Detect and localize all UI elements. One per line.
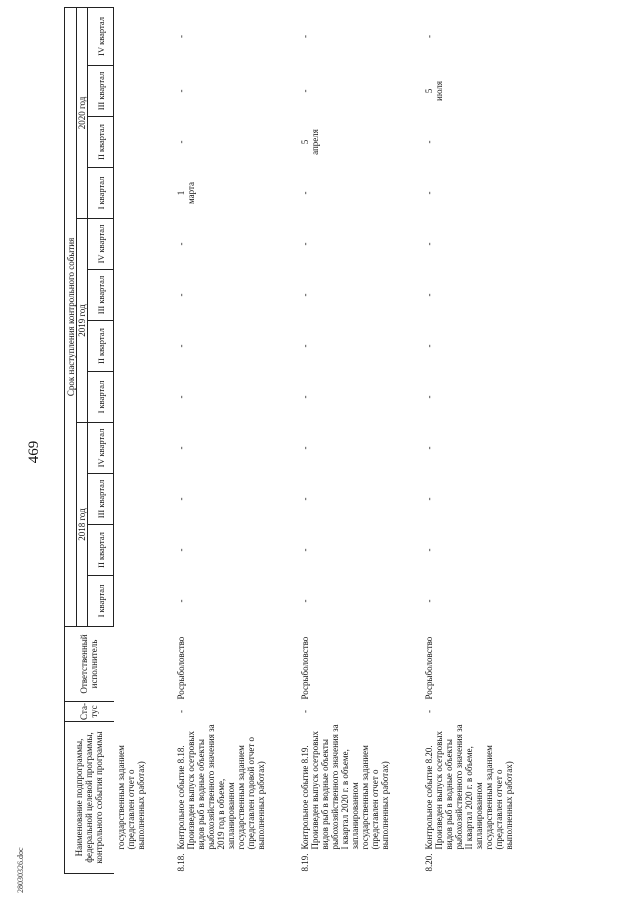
status-cell: - [299, 710, 310, 713]
deadline-cell: - [299, 344, 310, 348]
deadline-cell [114, 576, 174, 627]
header-quarter: II квартал [88, 525, 114, 576]
control-events-table [64, 7, 546, 874]
event-name-cell [114, 722, 174, 874]
header-year-2020: 2020 год [77, 7, 88, 218]
status-cell: - [175, 710, 186, 713]
deadline-cell: - [423, 191, 434, 195]
deadline-cell: - [423, 34, 434, 38]
responsible-cell: Росрыболовство [299, 636, 310, 700]
deadline-cell: - [175, 89, 186, 93]
header-responsible: Ответственный исполнитель [65, 627, 114, 702]
header-quarter: III квартал [88, 474, 114, 525]
deadline-cell [114, 372, 174, 423]
table-row [114, 7, 174, 873]
status-cell: - [423, 710, 434, 713]
event-number: 8.18. [175, 853, 186, 872]
doc-footer: 28030326.doc [16, 847, 25, 893]
table-row [298, 7, 422, 873]
deadline-cell: - [299, 34, 310, 38]
deadline-cell [114, 7, 174, 65]
deadline-cell: - [423, 140, 434, 144]
deadline-cell: - [175, 599, 186, 603]
header-quarter: III квартал [88, 270, 114, 321]
deadline-cell [114, 270, 174, 321]
responsible-cell: Росрыболовство [423, 636, 434, 700]
page-number: 469 [26, 440, 42, 464]
deadline-cell: 5 апреля [299, 129, 320, 155]
header-quarter: IV квартал [88, 7, 114, 65]
deadline-cell: - [175, 140, 186, 144]
event-name-cell [298, 722, 422, 874]
deadline-cell: - [423, 395, 434, 399]
status-cell [114, 702, 174, 722]
header-quarter: I квартал [88, 168, 114, 219]
event-name-cell [422, 722, 546, 874]
deadline-cell [114, 525, 174, 576]
table-body [114, 7, 546, 873]
event-number [116, 850, 146, 872]
deadline-cell [114, 66, 174, 117]
deadline-cell: - [175, 548, 186, 552]
deadline-cell: - [175, 242, 186, 246]
deadline-cell: 1 марта [175, 181, 196, 205]
event-name-cell [174, 722, 298, 874]
header-quarter: I квартал [88, 372, 114, 423]
header-quarter: I квартал [88, 576, 114, 627]
deadline-cell: - [423, 497, 434, 501]
deadline-cell: - [423, 599, 434, 603]
responsible-cell [114, 627, 174, 702]
event-text: Контрольное событие 8.20. Произведен выпуск осетровых видов рыб в водные объекты рыбохозяйственного значения за II квартал 2020 г. в объеме, запланированном государственным заданием (представлен отчет о выполненных работах) [423, 724, 514, 850]
deadline-cell: - [423, 548, 434, 552]
deadline-cell: - [299, 497, 310, 501]
table-row [174, 7, 298, 873]
header-quarter: II квартал [88, 321, 114, 372]
event-number: 8.20. [423, 853, 434, 872]
event-text: государственным заданием (представлен отчет о выполненных работах) [115, 745, 146, 850]
responsible-cell: Росрыболовство [175, 636, 186, 700]
header-quarter: IV квартал [88, 423, 114, 474]
header-quarter: III квартал [88, 66, 114, 117]
table-row [422, 7, 546, 873]
deadline-cell [114, 321, 174, 372]
deadline-cell: - [299, 242, 310, 246]
deadline-cell: 5 июля [423, 81, 444, 101]
deadline-cell [114, 219, 174, 270]
deadline-cell: - [299, 548, 310, 552]
event-text: Контрольное событие 8.18. Произведен выпуск осетровых видов рыб в водные объекты рыбохозяйственного значения за 2019 год в объеме, запланированном государственным заданием (представлен годовой отчет о выполненных работах) [175, 724, 266, 850]
deadline-cell: - [175, 293, 186, 297]
deadline-cell: - [299, 599, 310, 603]
deadline-cell: - [299, 293, 310, 297]
deadline-cell: - [299, 89, 310, 93]
deadline-cell: - [175, 446, 186, 450]
deadline-cell: - [175, 395, 186, 399]
header-year-2019: 2019 год [77, 219, 88, 423]
header-status: Ста-тус [65, 702, 114, 722]
deadline-cell: - [299, 446, 310, 450]
deadline-cell: - [299, 191, 310, 195]
deadline-cell [114, 474, 174, 525]
deadline-cell [114, 117, 174, 168]
header-year-2018: 2018 год [77, 423, 88, 627]
rotated-table-wrapper [64, 9, 544, 874]
deadline-cell: - [175, 34, 186, 38]
header-quarter: IV квартал [88, 219, 114, 270]
table-header [65, 7, 114, 873]
deadline-cell: - [423, 446, 434, 450]
header-name: Наименование подпрограммы, федеральной целевой программы, контрольного события программы [65, 722, 114, 874]
deadline-cell: - [423, 242, 434, 246]
deadline-cell: - [299, 395, 310, 399]
deadline-cell: - [423, 293, 434, 297]
deadline-cell: - [175, 344, 186, 348]
deadline-cell [114, 423, 174, 474]
deadline-cell: - [423, 344, 434, 348]
deadline-cell: - [175, 497, 186, 501]
event-number: 8.19. [299, 853, 310, 872]
deadline-cell [114, 168, 174, 219]
header-deadline-group: Срок наступления контрольного события [65, 7, 77, 626]
header-quarter: II квартал [88, 117, 114, 168]
event-text: Контрольное событие 8.19. Произведен выпуск осетровых видов рыб в водные объекты рыбохозяйственного значения за I квартал 2020 г. в объеме, запланированном государственным заданием (представлен отчет о выполненных работах) [299, 724, 390, 850]
